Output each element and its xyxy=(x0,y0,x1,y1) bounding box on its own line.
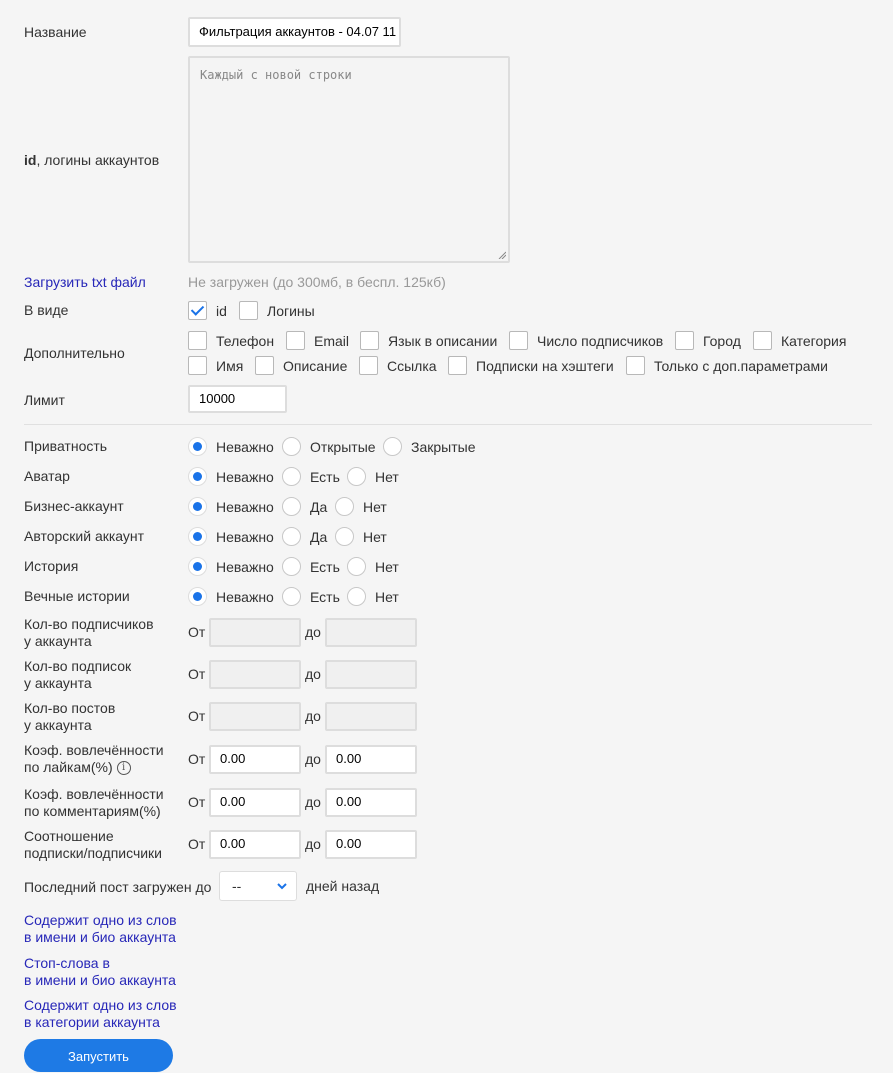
limit-label: Лимит xyxy=(24,392,65,408)
ratio-to-label: до xyxy=(305,836,321,852)
info-icon[interactable]: i xyxy=(117,761,131,775)
story-any-label: Неважно xyxy=(216,559,274,575)
business-yes-label: Да xyxy=(310,499,328,515)
section-divider xyxy=(24,424,872,425)
extra-phone-label: Телефон xyxy=(216,333,275,349)
creator-yes-label: Да xyxy=(310,529,328,545)
avatar-yes-label: Есть xyxy=(310,469,340,485)
limit-input[interactable]: 10000 xyxy=(188,385,287,413)
creator-label: Авторский аккаунт xyxy=(24,528,145,544)
privacy-label: Приватность xyxy=(24,438,108,454)
extra-link-label: Ссылка xyxy=(387,358,437,374)
creator-yes-radio[interactable] xyxy=(282,527,301,546)
include-words-bio-link[interactable]: Содержит одно из слов в имени и био аккаунта xyxy=(24,912,177,945)
following-range-label: Кол-во подписок у аккаунта xyxy=(24,658,132,691)
extra-category-checkbox[interactable] xyxy=(753,331,772,350)
story-label: История xyxy=(24,558,79,574)
followers-range-label: Кол-во подписчиков у аккаунта xyxy=(24,616,154,649)
view-logins-label: Логины xyxy=(267,303,315,319)
posts-from-input[interactable] xyxy=(209,702,301,731)
followers-to-input[interactable] xyxy=(325,618,417,647)
comments-er-range-label: Коэф. вовлечённости по комментариям(%) xyxy=(24,786,164,819)
story-yes-radio[interactable] xyxy=(282,557,301,576)
extra-link-checkbox[interactable] xyxy=(359,356,378,375)
accounts-textarea[interactable] xyxy=(188,56,510,263)
accounts-label: id, логины аккаунтов xyxy=(24,152,160,168)
avatar-any-radio[interactable] xyxy=(188,467,207,486)
highlights-yes-label: Есть xyxy=(310,589,340,605)
highlights-no-label: Нет xyxy=(375,589,399,605)
likes-er-from-input[interactable]: 0.00 xyxy=(209,745,301,774)
privacy-open-radio[interactable] xyxy=(282,437,301,456)
extra-only-extra-params-checkbox[interactable] xyxy=(626,356,645,375)
ratio-to-input[interactable]: 0.00 xyxy=(325,830,417,859)
business-no-label: Нет xyxy=(363,499,387,515)
last-post-value: -- xyxy=(232,878,242,894)
view-logins-checkbox[interactable] xyxy=(239,301,258,320)
following-to-input[interactable] xyxy=(325,660,417,689)
business-label: Бизнес-аккаунт xyxy=(24,498,124,514)
privacy-closed-label: Закрытые xyxy=(411,439,476,455)
extra-city-label: Город xyxy=(703,333,741,349)
business-no-radio[interactable] xyxy=(335,497,354,516)
story-yes-label: Есть xyxy=(310,559,340,575)
view-id-label: id xyxy=(216,303,227,319)
extra-hashtag-subs-checkbox[interactable] xyxy=(448,356,467,375)
likes-er-to-input[interactable]: 0.00 xyxy=(325,745,417,774)
highlights-any-label: Неважно xyxy=(216,589,274,605)
business-yes-radio[interactable] xyxy=(282,497,301,516)
chevron-down-icon xyxy=(276,880,288,892)
creator-no-label: Нет xyxy=(363,529,387,545)
ratio-from-input[interactable]: 0.00 xyxy=(209,830,301,859)
name-label: Название xyxy=(24,24,87,40)
extra-description-checkbox[interactable] xyxy=(255,356,274,375)
privacy-any-radio[interactable] xyxy=(188,437,207,456)
posts-to-input[interactable] xyxy=(325,702,417,731)
ratio-from-label: От xyxy=(188,836,206,852)
upload-txt-link[interactable]: Загрузить txt файл xyxy=(24,274,146,290)
following-to-label: до xyxy=(305,666,321,682)
creator-no-radio[interactable] xyxy=(335,527,354,546)
comments-er-from-input[interactable]: 0.00 xyxy=(209,788,301,817)
avatar-label: Аватар xyxy=(24,468,70,484)
extra-name-checkbox[interactable] xyxy=(188,356,207,375)
privacy-closed-radio[interactable] xyxy=(383,437,402,456)
followers-from-input[interactable] xyxy=(209,618,301,647)
extra-email-checkbox[interactable] xyxy=(286,331,305,350)
story-no-radio[interactable] xyxy=(347,557,366,576)
resize-grip-icon[interactable] xyxy=(498,251,506,259)
extra-category-label: Категория xyxy=(781,333,847,349)
avatar-no-radio[interactable] xyxy=(347,467,366,486)
highlights-any-radio[interactable] xyxy=(188,587,207,606)
avatar-any-label: Неважно xyxy=(216,469,274,485)
comments-er-to-label: до xyxy=(305,794,321,810)
business-any-label: Неважно xyxy=(216,499,274,515)
extra-name-label: Имя xyxy=(216,358,244,374)
story-any-radio[interactable] xyxy=(188,557,207,576)
posts-to-label: до xyxy=(305,708,321,724)
stop-words-bio-link[interactable]: Стоп-слова в в имени и био аккаунта xyxy=(24,955,176,988)
extra-followers-count-checkbox[interactable] xyxy=(509,331,528,350)
extra-city-checkbox[interactable] xyxy=(675,331,694,350)
creator-any-radio[interactable] xyxy=(188,527,207,546)
upload-status: Не загружен (до 300мб, в беспл. 125кб) xyxy=(188,274,446,290)
extra-followers-count-label: Число подписчиков xyxy=(537,333,664,349)
comments-er-to-input[interactable]: 0.00 xyxy=(325,788,417,817)
run-button[interactable]: Запустить xyxy=(24,1039,173,1072)
last-post-select[interactable] xyxy=(219,871,297,901)
followers-from-label: От xyxy=(188,624,206,640)
story-no-label: Нет xyxy=(375,559,399,575)
posts-from-label: От xyxy=(188,708,206,724)
following-from-label: От xyxy=(188,666,206,682)
ratio-range-label: Соотношение подписки/подписчики xyxy=(24,828,162,861)
extra-phone-checkbox[interactable] xyxy=(188,331,207,350)
extra-description-label: Описание xyxy=(283,358,348,374)
posts-range-label: Кол-во постов у аккаунта xyxy=(24,700,116,733)
creator-any-label: Неважно xyxy=(216,529,274,545)
avatar-no-label: Нет xyxy=(375,469,399,485)
view-label: В виде xyxy=(24,302,69,318)
extra-email-label: Email xyxy=(314,333,350,349)
highlights-label: Вечные истории xyxy=(24,588,130,604)
extra-hashtag-subs-label: Подписки на хэштеги xyxy=(476,358,614,374)
avatar-yes-radio[interactable] xyxy=(282,467,301,486)
extra-bio-language-label: Язык в описании xyxy=(388,333,498,349)
likes-er-range-label: Коэф. вовлечённости по лайкам(%) i xyxy=(24,742,164,775)
comments-er-from-label: От xyxy=(188,794,206,810)
last-post-suffix: дней назад xyxy=(306,878,380,894)
include-words-category-link[interactable]: Содержит одно из слов в категории аккаунта xyxy=(24,997,177,1030)
highlights-yes-radio[interactable] xyxy=(282,587,301,606)
likes-er-from-label: От xyxy=(188,751,206,767)
highlights-no-radio[interactable] xyxy=(347,587,366,606)
extra-label: Дополнительно xyxy=(24,345,125,361)
accounts-placeholder: Каждый с новой строки xyxy=(200,68,352,82)
view-id-checkbox[interactable] xyxy=(188,301,207,320)
last-post-label: Последний пост загружен до xyxy=(24,879,212,895)
business-any-radio[interactable] xyxy=(188,497,207,516)
privacy-open-label: Открытые xyxy=(310,439,376,455)
extra-bio-language-checkbox[interactable] xyxy=(360,331,379,350)
following-from-input[interactable] xyxy=(209,660,301,689)
privacy-any-label: Неважно xyxy=(216,439,274,455)
name-input[interactable]: Фильтрация аккаунтов - 04.07 11 xyxy=(188,17,401,47)
likes-er-to-label: до xyxy=(305,751,321,767)
followers-to-label: до xyxy=(305,624,321,640)
extra-only-extra-params-label: Только с доп.параметрами xyxy=(654,358,828,374)
